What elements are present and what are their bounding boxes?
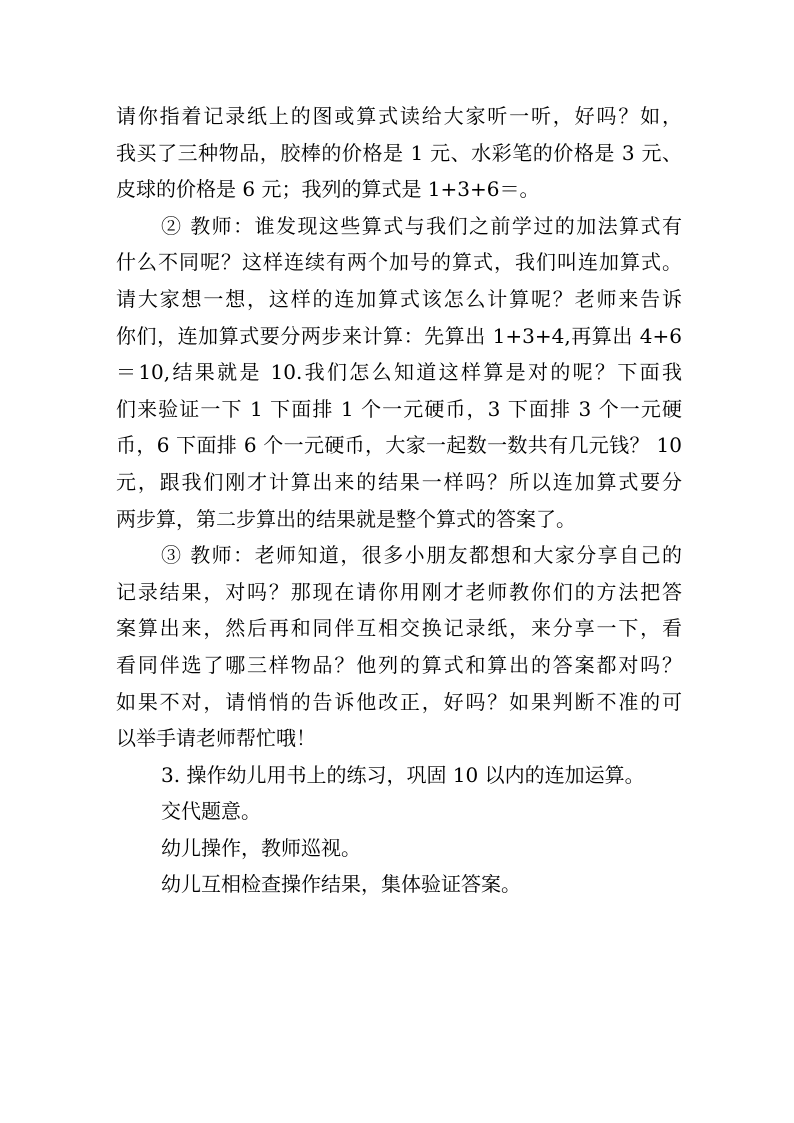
text-line: 以举手请老师帮忙哦！ — [116, 726, 316, 751]
text-line: 我买了三种物品，胶棒的价格是 1 元、水彩笔的价格是 3 元、 — [116, 140, 682, 165]
text-line: 幼儿操作，教师巡视。 — [161, 835, 361, 860]
text-line: 幼儿互相检查操作结果，集体验证答案。 — [161, 872, 521, 897]
paragraph-6 — [116, 830, 682, 867]
paragraph-1 — [116, 98, 682, 208]
paragraph-4 — [116, 757, 682, 794]
document-body — [116, 98, 682, 903]
text-line: ＝10,结果就是 10.我们怎么知道这样算是对的呢？下面我 — [116, 360, 682, 385]
text-line: ② 教师：谁发现这些算式与我们之前学过的加法算式有 — [161, 213, 682, 238]
text-line: 看同伴选了哪三样物品？他列的算式和算出的答案都对吗？ — [116, 652, 682, 677]
text-line: 交代题意。 — [161, 799, 261, 824]
text-line: 3. 操作幼儿用书上的练习，巩固 10 以内的连加运算。 — [161, 762, 645, 787]
text-line: 币，6 下面排 6 个一元硬币，大家一起数一数共有几元钱？ 10 — [116, 433, 682, 458]
text-line: 皮球的价格是 6 元；我列的算式是 1+3+6＝。 — [116, 177, 540, 202]
paragraph-5 — [116, 793, 682, 830]
text-line: 案算出来，然后再和同伴互相交换记录纸，来分享一下，看 — [116, 616, 682, 641]
paragraph-3 — [116, 537, 682, 757]
text-line: ③ 教师：老师知道，很多小朋友都想和大家分享自己的 — [161, 543, 682, 568]
text-line: 们来验证一下 1 下面排 1 个一元硬币，3 下面排 3 个一元硬 — [116, 396, 682, 421]
text-line: 两步算，第二步算出的结果就是整个算式的答案了。 — [116, 506, 576, 531]
paragraph-2 — [116, 208, 682, 537]
text-line: 你们，连加算式要分两步来计算：先算出 1+3+4,再算出 4+6 — [116, 323, 682, 348]
text-line: 如果不对，请悄悄的告诉他改正，好吗？如果判断不准的可 — [116, 689, 682, 714]
text-line: 请你指着记录纸上的图或算式读给大家听一听，好吗？如， — [116, 104, 682, 128]
text-line: 记录结果，对吗？那现在请你用刚才老师教你们的方法把答 — [116, 579, 682, 604]
paragraph-7 — [116, 866, 682, 903]
text-line: 请大家想一想，这样的连加算式该怎么计算呢？老师来告诉 — [116, 286, 682, 311]
text-line: 什么不同呢？这样连续有两个加号的算式，我们叫连加算式。 — [116, 250, 682, 275]
text-line: 元，跟我们刚才计算出来的结果一样吗？所以连加算式要分 — [116, 469, 682, 494]
